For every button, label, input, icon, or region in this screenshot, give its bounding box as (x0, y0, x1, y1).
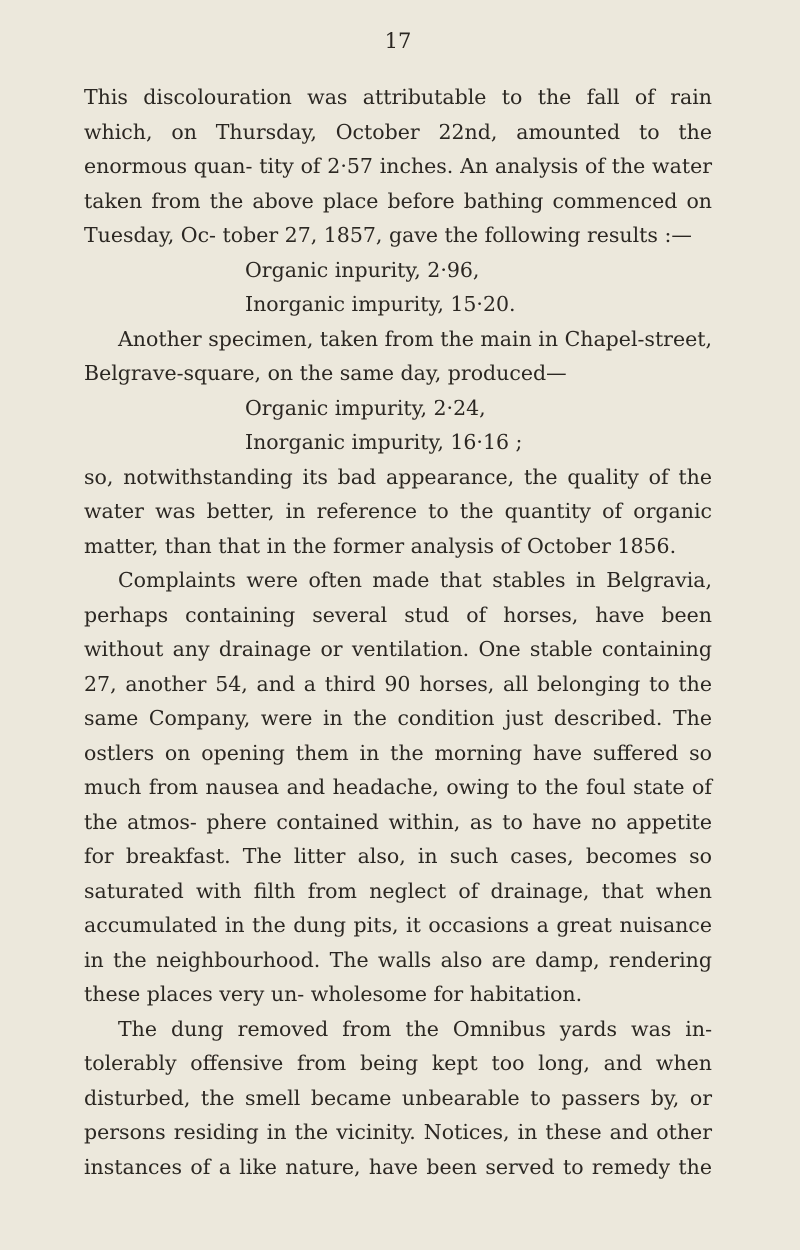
result-organic-1: Organic inpurity, 2·96, (245, 257, 480, 282)
page-number: 17 (384, 29, 412, 53)
result-inorganic-2: Inorganic impurity, 16·16 ; (245, 430, 523, 454)
paragraph-stables: Complaints were often made that stables in Belgravia, perhaps containing several stud of horses, have been without any drainage or ventilation. One stable containing 27, another 54, and a third 90 horses, all belonging to the same Company, were in the condition just described. The ostlers on opening them in the morning have suffered so much from nausea and headache, owing to the foul state of the atmos- phere contained within, as to have no appetite for breakfast. The litter also, in such cases, becomes so saturated with filth from neglect of drainage, that when accumulated in the dung pits, it occasions a great nuisance in the neighbourhood. The walls also are damp, rendering these places very un- wholesome for habitation. (84, 568, 712, 1006)
paragraph-specimen: Another specimen, taken from the main in Chapel-street, Belgrave-square, on the same day, produced— (84, 326, 712, 385)
paragraph-dung: The dung removed from the Omnibus yards was in- tolerably offensive from being kept too long, and when disturbed, the smell became unbearable to passers by, or persons residing in the vicinity. Notices, in these and other instances of a like nature, have been served to remedy the (84, 1016, 712, 1179)
paragraph-rainfall: This discolouration was attributable to the fall of rain which, on Thursday, October 22nd, amounted to the enormous quan- tity of 2·57 inches. An analysis of the water taken from the above place before bathing commenced on Tuesday, Oc- tober 27, 1857, gave the following results :— (84, 85, 712, 247)
paragraph-water-quality: so, notwithstanding its bad appearance, the quality of the water was better, in reference to the quantity of organic matter, than that in the former analysis of October 1856. (84, 464, 712, 558)
result-inorganic-1: Inorganic impurity, 15·20. (245, 292, 516, 316)
result-organic-2: Organic impurity, 2·24, (245, 395, 486, 420)
